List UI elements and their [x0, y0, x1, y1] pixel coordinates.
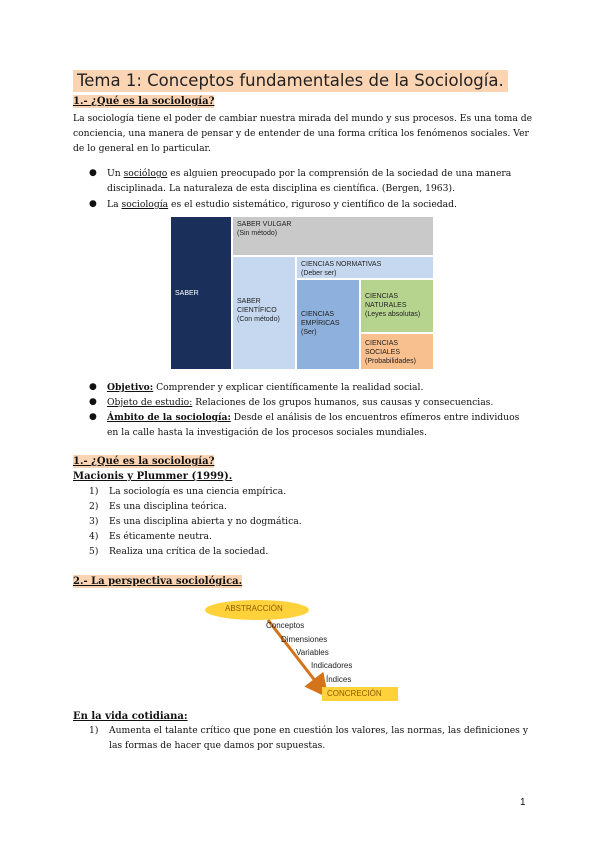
intro-paragraph: La sociología tiene el poder de cambiar nuestra mirada del mundo y sus procesos. Es una toma de conciencia, una manera de pensar y de entender de una forma crítica los fenómenos sociales. Ver de lo general en lo particular. — [73, 113, 533, 154]
list-item — [89, 544, 529, 559]
bullet-text: es alguien preocupado por la comprensión de la sociedad de una manera disciplinada. La naturaleza de esta disciplina es científica. (Bergen, 1963). — [107, 168, 512, 194]
item-number: 1) — [89, 486, 99, 497]
term-sociologo: sociólogo — [123, 168, 168, 179]
bullet-ambito — [89, 410, 532, 440]
item-number: 5) — [89, 546, 99, 557]
cell-label: CIENCIAS SOCIALES — [365, 340, 401, 356]
bullet-sociologia — [89, 197, 532, 212]
source-heading: Macionis y Plummer (1999). — [73, 471, 233, 482]
cell-sublabel: (Leyes absolutas) — [365, 311, 421, 318]
step-indices: Índices — [326, 675, 352, 684]
cell-ciencias-normativas — [296, 256, 434, 279]
item-text: Realiza una crítica de la sociedad. — [109, 546, 269, 557]
bullet-text: Comprender y explicar científicamente la realidad social. — [153, 382, 424, 393]
section-heading-1: 1.- ¿Qué es la sociología? — [73, 96, 215, 107]
section-heading-2: 2.- La perspectiva sociológica. — [73, 576, 243, 587]
cell-sublabel: (Probabilidades) — [365, 358, 416, 365]
cell-ciencias-naturales — [360, 279, 434, 333]
bullet-objetivo — [89, 380, 532, 395]
item-number: 1) — [89, 725, 99, 736]
bullet-text: Relaciones de los grupos humanos, sus causas y consecuencias. — [192, 397, 494, 408]
page-number: 1 — [520, 797, 526, 808]
bullet-icon: ● — [89, 382, 97, 392]
page-title: Tema 1: Conceptos fundamentales de la Sociología. — [73, 70, 508, 92]
bullet-icon: ● — [89, 412, 97, 422]
bullet-label: Ámbito de la sociología: — [107, 412, 231, 423]
item-text: Es éticamente neutra. — [109, 531, 212, 542]
step-dimensiones: Dimensiones — [281, 635, 328, 644]
term-sociologia: sociología — [121, 199, 169, 210]
item-number: 4) — [89, 531, 99, 542]
cell-label: SABER — [175, 290, 199, 297]
item-text: La sociología es una ciencia empírica. — [109, 486, 287, 497]
cell-ciencias-sociales — [360, 333, 434, 370]
item-text: Aumenta el talante crítico que pone en cuestión los valores, las normas, las definiciones y las formas de hacer que damos por supuestas. — [109, 725, 529, 751]
bullet-text: La — [107, 199, 122, 210]
cell-sublabel: (Sin método) — [237, 230, 278, 237]
cell-label: SABER VULGAR — [237, 221, 292, 228]
item-number: 2) — [89, 501, 99, 512]
list-item — [89, 499, 529, 514]
step-indicadores: Indicadores — [311, 661, 353, 670]
bullet-icon: ● — [89, 199, 97, 209]
bullet-text: es el estudio sistemático, riguroso y científico de la sociedad. — [168, 199, 457, 210]
bullet-text: Desde el análisis de los encuentros efímeros entre individuos en la calle hasta la investigación de los procesos sociales mundiales. — [107, 412, 520, 438]
list-item — [89, 529, 529, 544]
saber-diagram — [170, 216, 434, 370]
vida-cotidiana-heading: En la vida cotidiana: — [73, 711, 188, 722]
cell-sublabel: (Ser) — [301, 329, 317, 336]
bullet-icon: ● — [89, 168, 97, 178]
numbered-list — [89, 484, 529, 559]
bullet-label: Objetivo: — [107, 382, 154, 393]
bullet-icon: ● — [89, 397, 97, 407]
item-number: 3) — [89, 516, 99, 527]
item-text: Es una disciplina teórica. — [109, 501, 227, 512]
step-conceptos: Conceptos — [266, 621, 305, 630]
cell-sublabel: (Deber ser) — [301, 270, 337, 277]
abstraccion-label: ABSTRACCIÓN — [225, 604, 283, 613]
cell-sublabel: (Con método) — [237, 316, 280, 323]
concrecion-label: CONCRECIÓN — [327, 689, 382, 698]
cell-ciencias-empiricas — [296, 279, 360, 370]
bullet-sociologo — [89, 166, 532, 196]
cell-saber — [170, 216, 232, 370]
cell-label: CIENCIAS NATURALES — [365, 293, 407, 309]
bullet-objeto-estudio — [89, 395, 532, 410]
vida-item — [89, 723, 534, 753]
bullet-text: Un — [107, 168, 124, 179]
step-variables: Variables — [296, 648, 329, 657]
section-heading-1b: 1.- ¿Qué es la sociología? — [73, 456, 215, 467]
bullet-label: Objeto de estudio: — [107, 397, 193, 408]
cell-label: CIENCIAS NORMATIVAS — [301, 261, 382, 268]
cell-saber-cientifico — [232, 256, 296, 370]
list-item — [89, 514, 529, 529]
cell-label: CIENCIAS EMPÍRICAS — [301, 311, 340, 327]
cell-saber-vulgar — [232, 216, 434, 256]
item-text: Es una disciplina abierta y no dogmática. — [109, 516, 302, 527]
cell-label: SABER CIENTÍFICO — [237, 298, 277, 314]
list-item — [89, 484, 529, 499]
